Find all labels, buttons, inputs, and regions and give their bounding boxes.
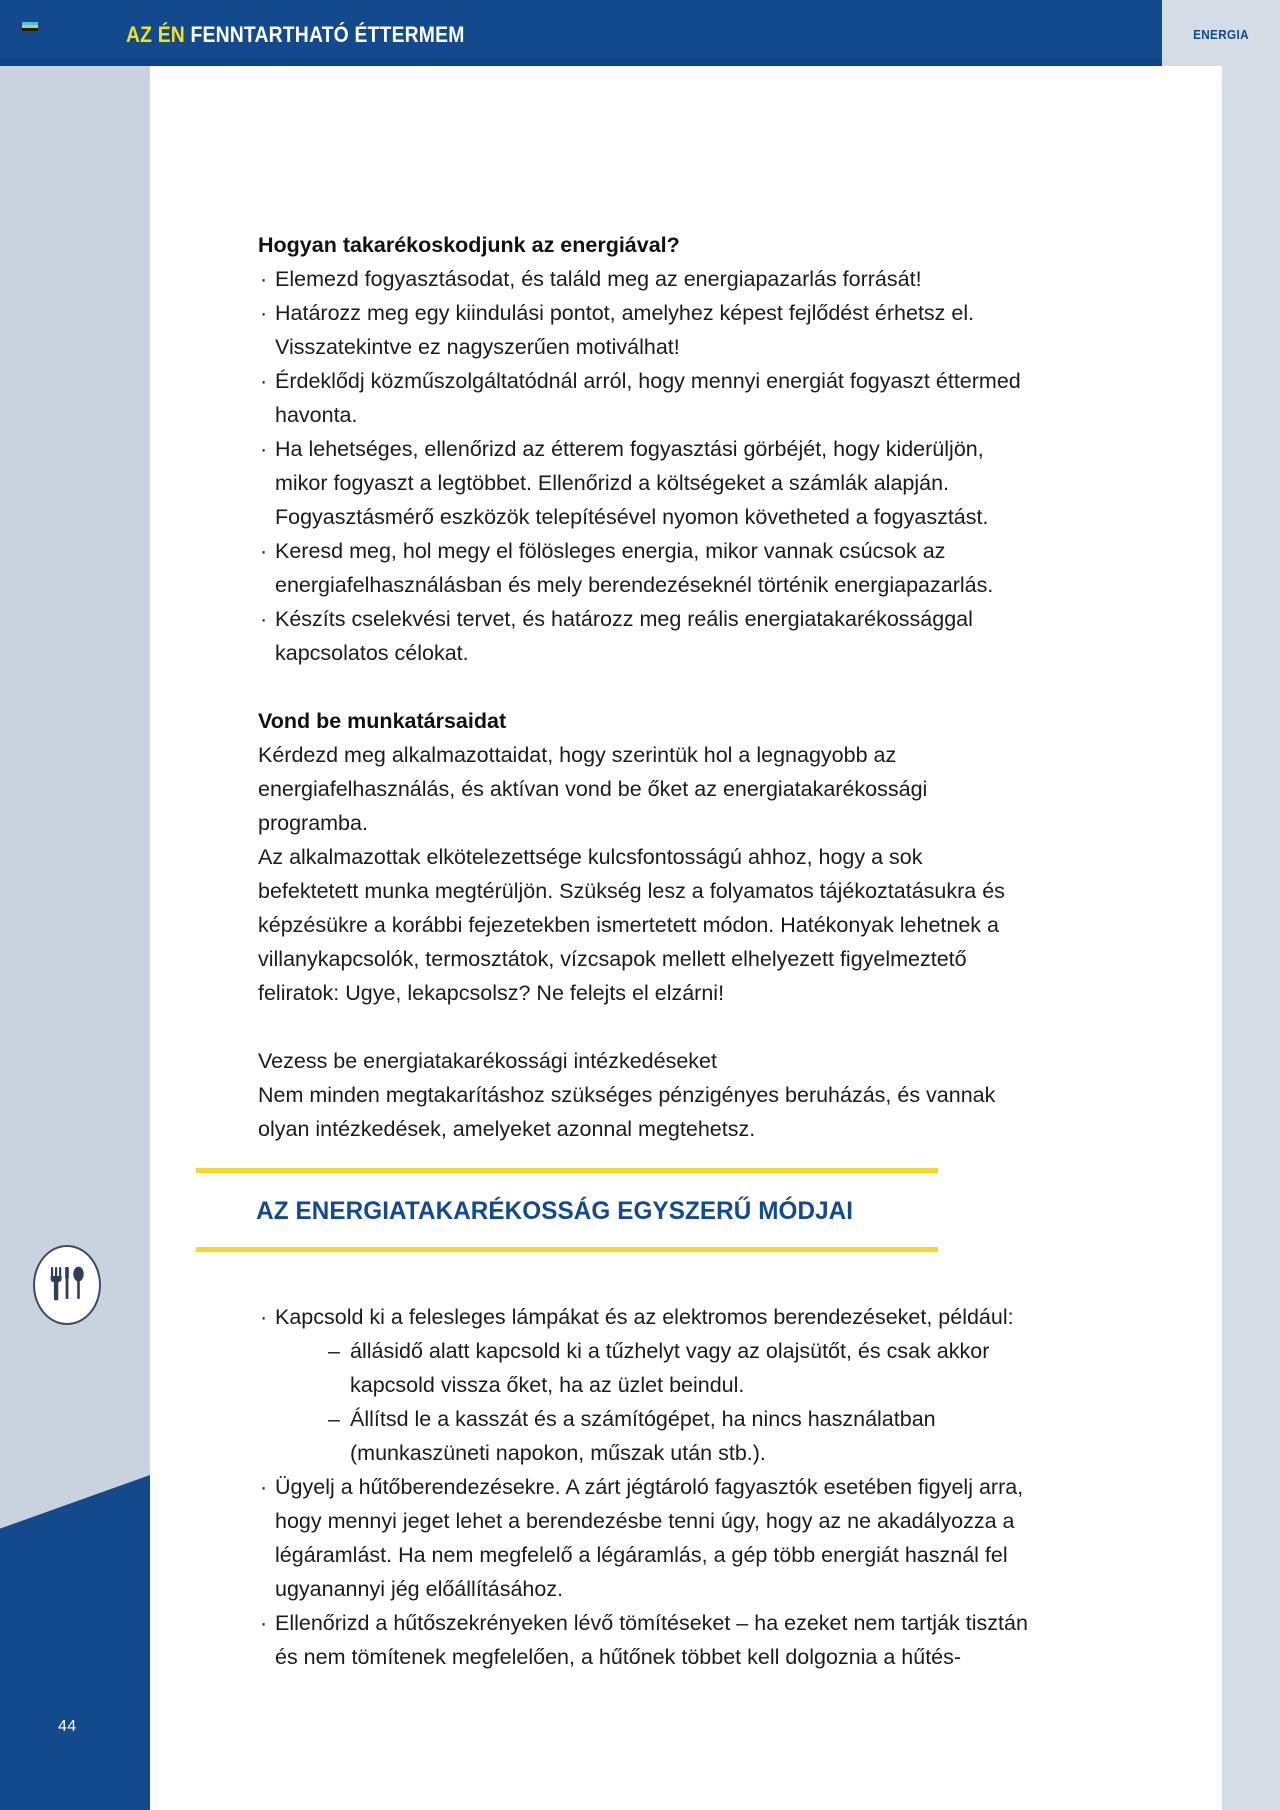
cutlery-icon [47, 1261, 87, 1310]
right-background-panel [1222, 0, 1280, 1810]
spacer [258, 1010, 1028, 1044]
section3-heading: Vezess be energiatakarékossági intézkedéseket [258, 1049, 717, 1073]
section4-sub-list [258, 1334, 1038, 1470]
list-item: · Készíts cselekvési tervet, és határozz meg reális energiatakarékossággal kapcsolatos célokat. [258, 602, 1028, 670]
list-item: · Elemezd fogyasztásodat, és találd meg az energiapazarlás forrását! [258, 262, 1028, 296]
page-number: 44 [58, 1718, 77, 1735]
header-underline [0, 59, 1222, 66]
list-item: · Ügyelj a hűtőberendezésekre. A zárt jégtároló fagyasztók esetében figyelj arra, hogy mennyi jeget lehet a berendezésbe tenni úgy, hogy az ne akadályozza a légáramlást. Ha nem megfelelő a légáramlás, a gép több energiát használ fel ugyanannyi jég előállításához. [258, 1470, 1038, 1606]
section4-content [258, 1300, 1038, 1674]
section1-subparagraph: · Ha lehetséges, ellenőrizd az étterem fogyasztási görbéjét, hogy kiderüljön, mikor fogyaszt a legtöbbet. Ellenőrizd a költségeket a számlák alapján. Fogyasztásmérő eszközök telepítésével nyomon követheted a fogyasztást. [258, 432, 1028, 534]
section-hogyan [258, 228, 1028, 1146]
list-item: · Keresd meg, hol megy el fölösleges energia, mikor vannak csúcsok az energiafelhasználásban és mely berendezéseknél történik energiapazarlás. [258, 534, 1028, 602]
list-item: · Érdeklődj közműszolgáltatódnál arról, hogy mennyi energiát fogyaszt éttermed havonta. [258, 364, 1028, 432]
section1-bullet-list [258, 262, 1028, 670]
list-item: – állásidő alatt kapcsold ki a tűzhelyt vagy az olajsütőt, és csak akkor kapcsold vissza őket, ha az üzlet beindul. [328, 1334, 1038, 1402]
header-title [126, 22, 465, 48]
header-title-accent: AZ ÉN [126, 22, 185, 47]
cutlery-badge [33, 1245, 101, 1325]
list-item: · Határozz meg egy kiindulási pontot, amelyhez képest fejlődést érhetsz el. Visszatekintve ez nagyszerűen motiválhat! [258, 296, 1028, 364]
spacer [258, 670, 1028, 704]
section2-heading: Vond be munkatársaidat [258, 709, 507, 733]
chapter-tab-energia[interactable] [1162, 0, 1280, 66]
content-column [258, 228, 1028, 1146]
section1-heading: Hogyan takarékoskodjunk az energiával? [258, 233, 680, 257]
section4-bullet-list [258, 1300, 1038, 1334]
rule-bottom [196, 1247, 938, 1252]
section2-paragraph-1: Kérdezd meg alkalmazottaidat, hogy szerintük hol a legnagyobb az energiafelhasználás, és aktívan vond be őket az energiatakarékossági programba. [258, 743, 928, 835]
section3-paragraph: Nem minden megtakarításhoz szükséges pénzigényes beruházás, és vannak olyan intézkedések, amelyeket azonnal megtehetsz. [258, 1083, 996, 1141]
page-header [0, 0, 1222, 66]
section2-paragraph-2: Az alkalmazottak elkötelezettsége kulcsfontosságú ahhoz, hogy a sok befektetett munka megtérüljön. Szükség lesz a folyamatos tájékoztatásukra és képzésükre a korábbi fejezetekben ismertetett módon. Hatékonyak lehetnek a villanykapcsolók, termosztátok, vízcsapok mellett elhelyezett figyelmeztető feliratok: Ugye, lekapcsolsz? Ne felejts el elzárni! [258, 845, 1005, 1005]
chapter-tab-label: ENERGIA [1193, 27, 1249, 42]
registration-mark-icon [22, 22, 38, 31]
section4-bullet-list-2 [258, 1470, 1038, 1674]
list-item: · Ellenőrizd a hűtőszekrényeken lévő tömítéseket – ha ezeket nem tartják tisztán és nem tömítenek megfelelően, a hűtőnek többet kell dolgoznia a hűtés- [258, 1606, 1038, 1674]
section4-header-block [196, 1168, 938, 1252]
sidebar-shape-top [0, 66, 150, 1021]
list-item: · Kapcsold ki a felesleges lámpákat és az elektromos berendezéseket, például: [258, 1300, 1038, 1334]
sidebar-footer-block [0, 1475, 150, 1810]
section4-title: AZ ENERGIATAKARÉKOSSÁG EGYSZERŰ MÓDJAI [256, 1197, 854, 1225]
header-title-rest: FENNTARTHATÓ ÉTTERMEM [190, 22, 465, 47]
list-item: – Állítsd le a kasszát és a számítógépet, ha nincs használatban (munkaszüneti napokon, műszak után stb.). [328, 1402, 1038, 1470]
